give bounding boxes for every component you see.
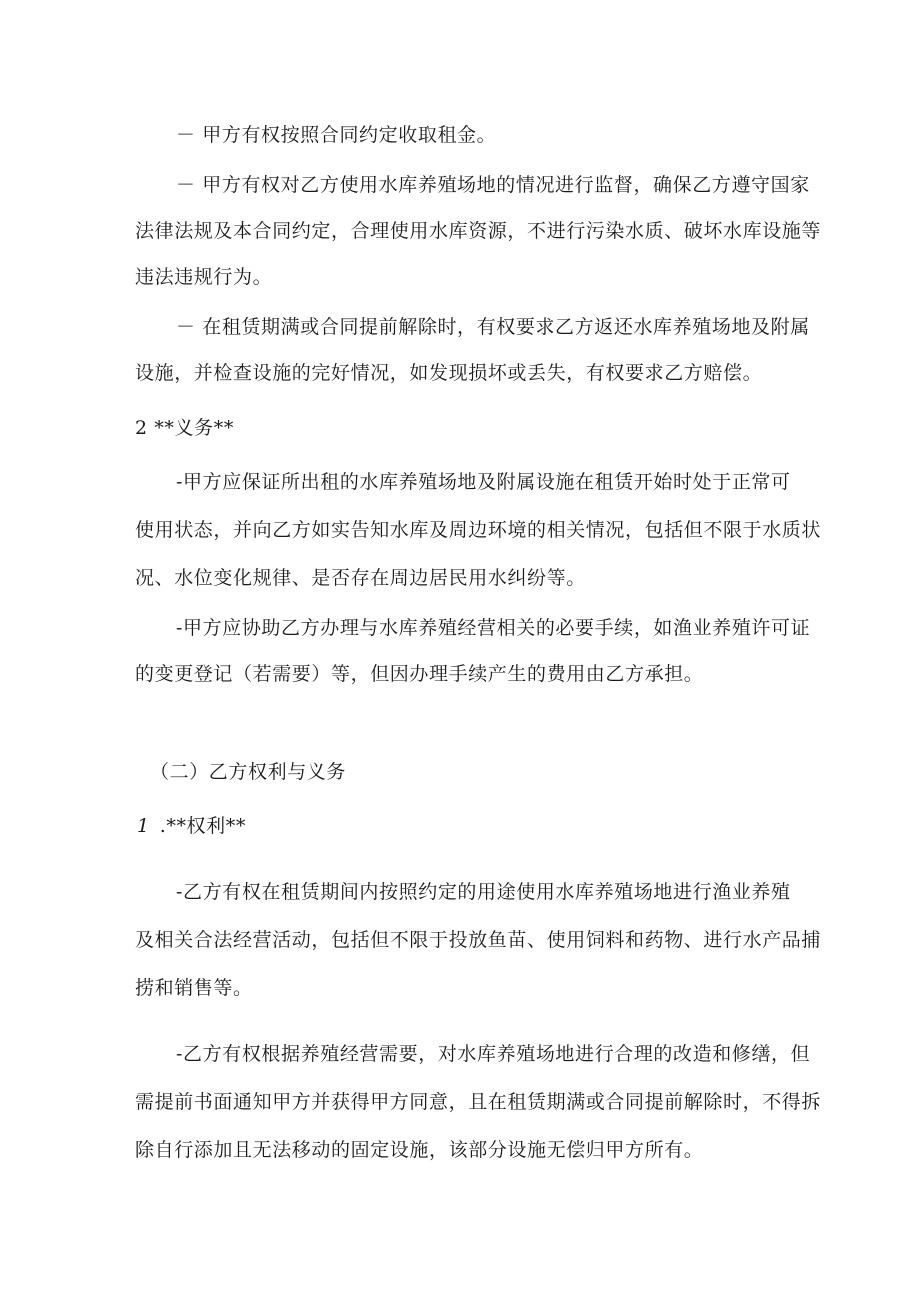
party-b-right-1-line-3: 捞和销售等。	[135, 977, 253, 999]
party-b-right-2-line-1: -乙方有权根据养殖经营需要，对水库养殖场地进行合理的改造和修缮，但	[176, 1043, 811, 1065]
party-a-right-2-line-3: 违法违规行为。	[135, 266, 273, 288]
party-a-obligation-1-line-2: 使用状态，并向乙方如实告知水库及周边环境的相关情况，包括但不限于水质状	[135, 519, 822, 541]
party-b-right-2-line-2: 需提前书面通知甲方并获得甲方同意，且在租赁期满或合同提前解除时，不得拆	[135, 1091, 822, 1113]
party-a-obligation-2-line-2: 的变更登记（若需要）等，但因办理手续产生的费用由乙方承担。	[135, 663, 704, 685]
party-a-right-2-line-1: － 甲方有权对乙方使用水库养殖场地的情况进行监督，确保乙方遵守国家	[176, 174, 810, 196]
party-a-right-3-line-2: 设施，并检查设施的完好情况，如发现损坏或丢失，有权要求乙方赔偿。	[135, 362, 763, 384]
party-a-obligations-heading: 2 **义务**	[135, 417, 234, 439]
party-b-rights-heading	[137, 814, 246, 838]
party-b-right-2-line-3: 除自行添加且无法移动的固定设施，该部分设施无偿归甲方所有。	[135, 1139, 704, 1161]
party-a-obligation-1-line-1: -甲方应保证所出租的水库养殖场地及附属设施在租赁开始时处于正常可	[176, 471, 791, 493]
party-a-right-1-line-1: － 甲方有权按照合同约定收取租金。	[176, 124, 497, 146]
party-a-right-3-line-1: － 在租赁期满或合同提前解除时，有权要求乙方返还水库养殖场地及附属	[176, 316, 810, 338]
party-a-obligation-1-line-3: 况、水位变化规律、是否存在周边居民用水纠纷等。	[135, 567, 586, 589]
party-b-rights-heading-number: 1	[137, 815, 150, 837]
party-a-obligation-2-line-1: -甲方应协助乙方办理与水库养殖经营相关的必要手续，如渔业养殖许可证	[176, 617, 811, 639]
party-b-right-1-line-1: -乙方有权在租赁期间内按照约定的用途使用水库养殖场地进行渔业养殖	[176, 881, 791, 903]
party-a-right-2-line-2: 法律法规及本合同约定，合理使用水库资源，不进行污染水质、破坏水库设施等	[135, 220, 822, 242]
party-b-rights-heading-text: .**权利**	[159, 815, 246, 837]
party-b-right-1-line-2: 及相关合法经营活动，包括但不限于投放鱼苗、使用饲料和药物、进行水产品捕	[135, 929, 822, 951]
party-b-section-heading: （二）乙方权利与义务	[150, 761, 347, 783]
